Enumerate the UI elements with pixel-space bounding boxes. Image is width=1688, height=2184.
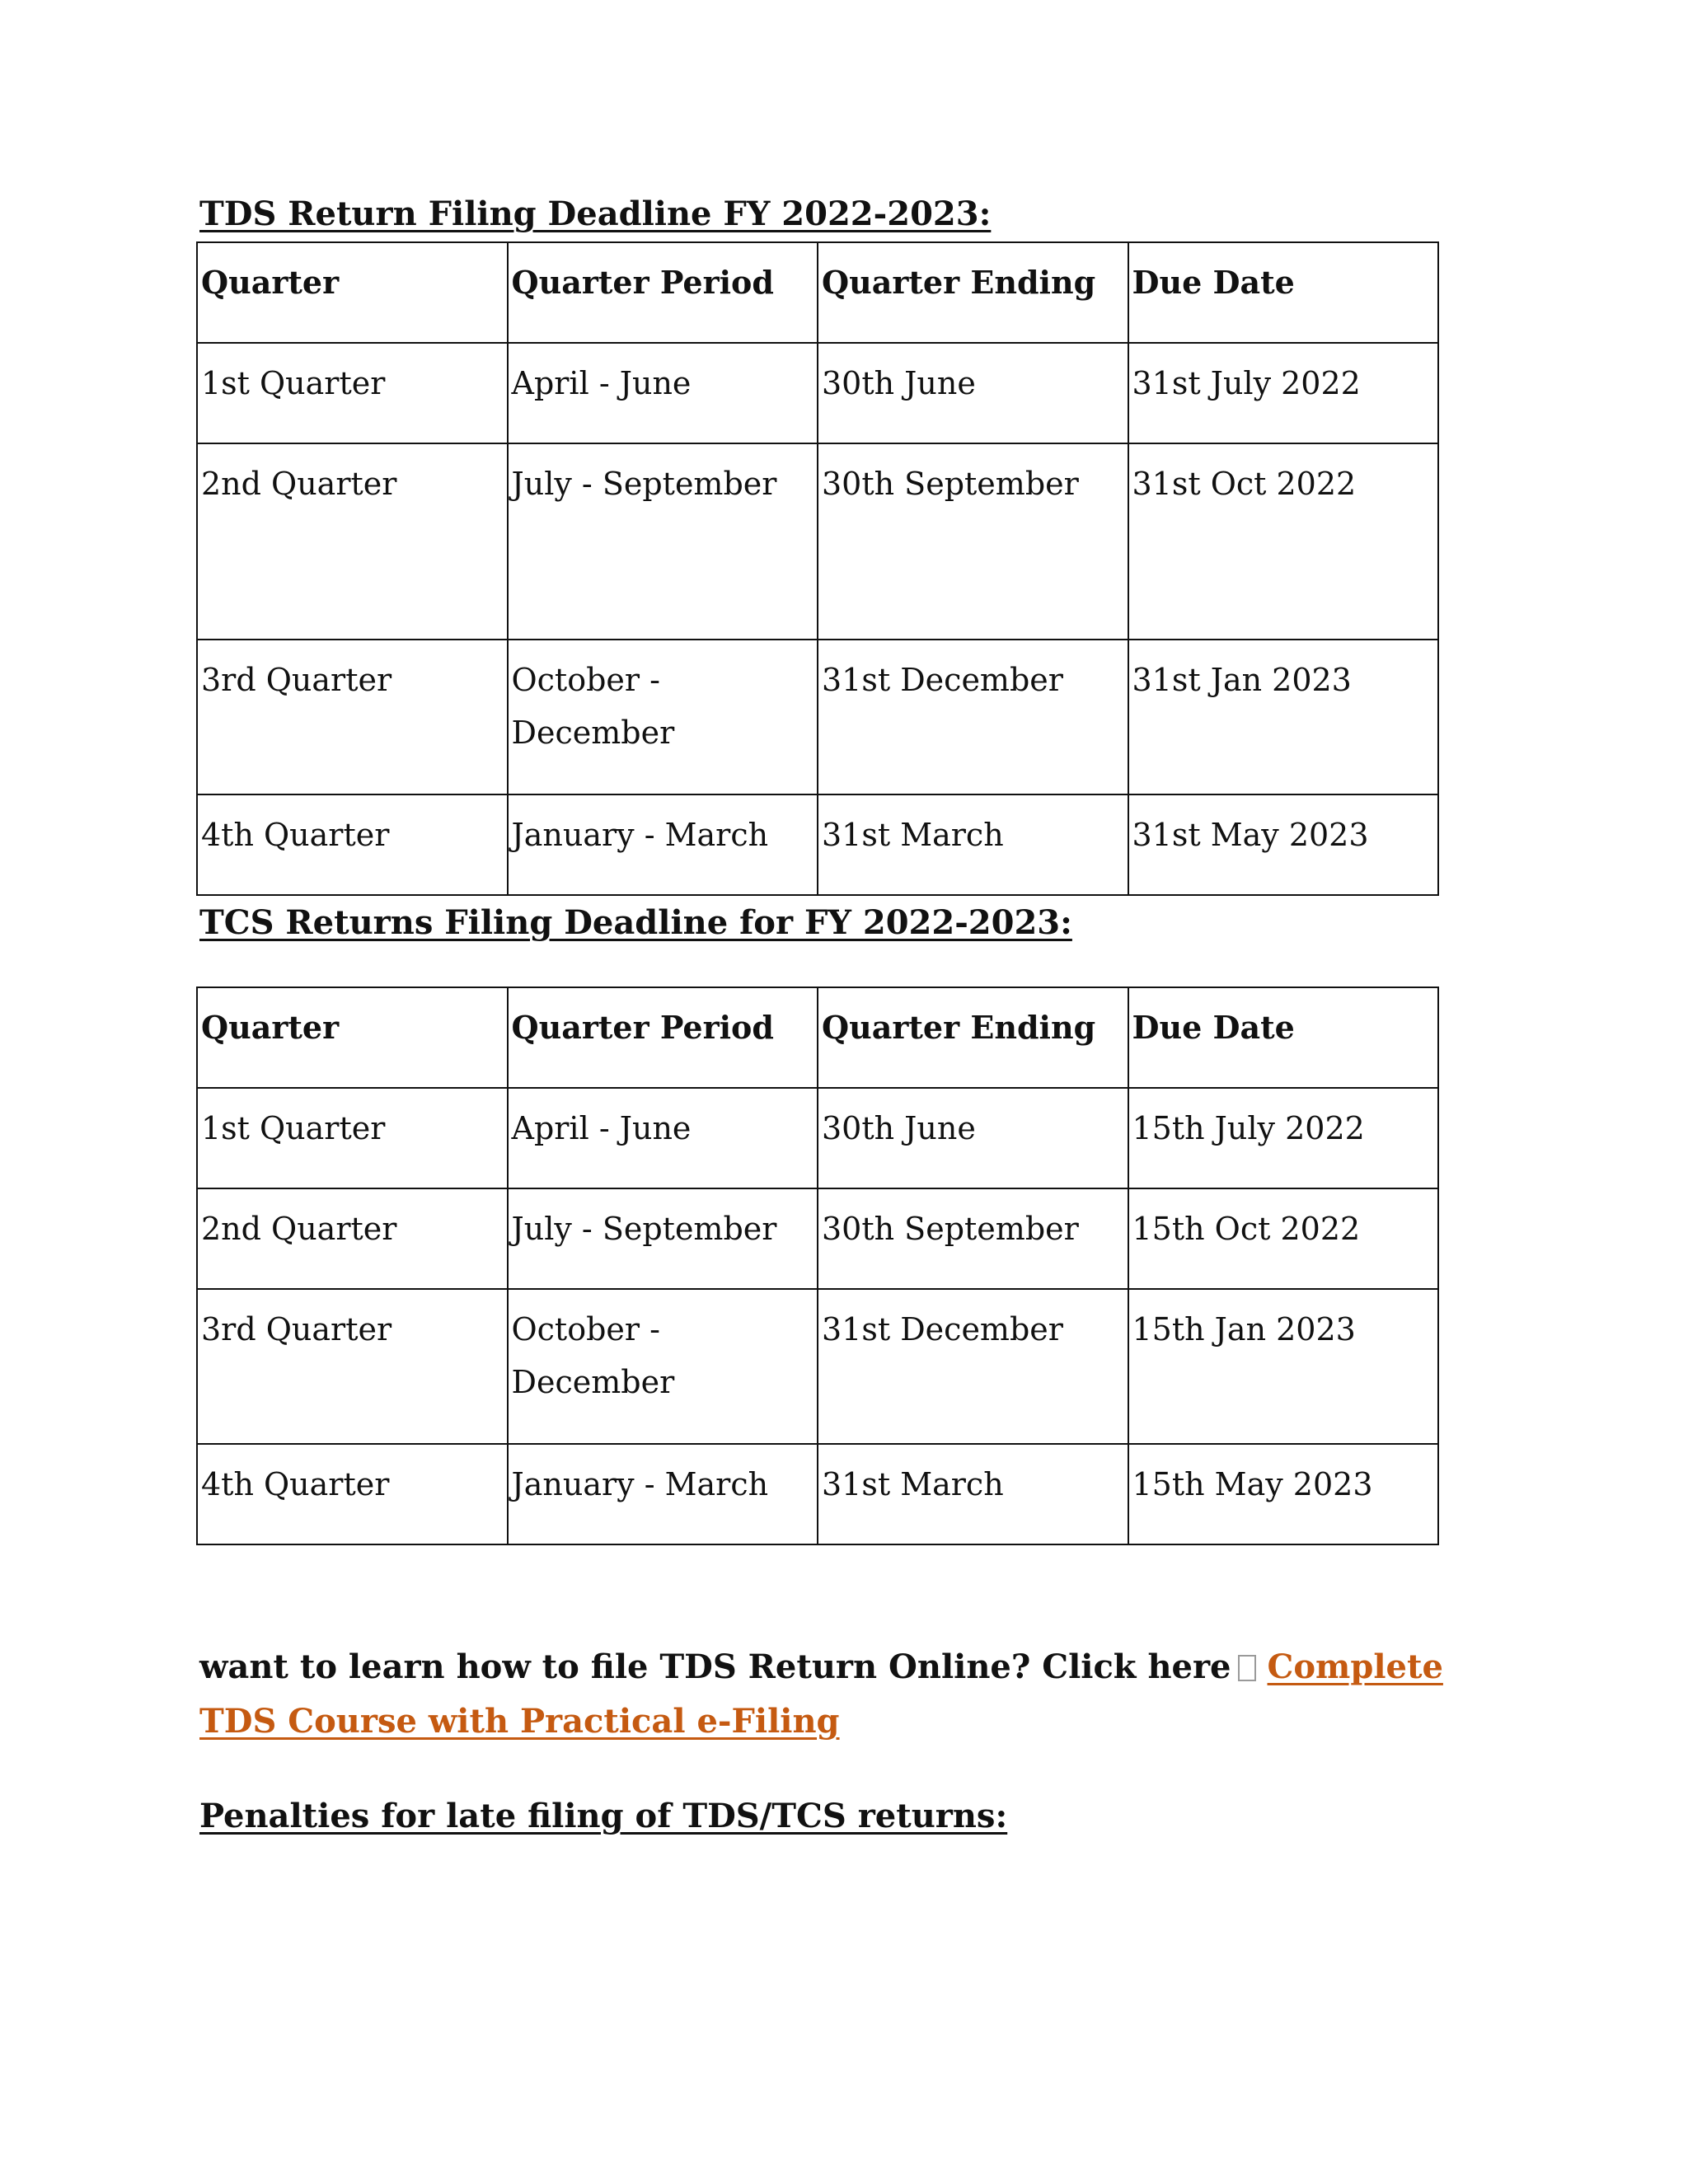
table-header-row xyxy=(197,242,1438,343)
tds-course-link[interactable]: Complete TDS Course with Practical e-Filing xyxy=(199,1647,1443,1741)
cell-due-date: 15th Oct 2022 xyxy=(1128,1188,1439,1289)
penalties-heading: Penalties for late filing of TDS/TCS returns: xyxy=(199,1797,1008,1835)
table-row xyxy=(197,1289,1438,1444)
cell-due-date: 15th Jan 2023 xyxy=(1128,1289,1439,1444)
cell-quarter-period: July - September xyxy=(508,1188,818,1289)
cell-due-date: 31st Jan 2023 xyxy=(1128,640,1439,794)
tds-course-promo xyxy=(199,1640,1485,1749)
column-header-due-date: Due Date xyxy=(1128,987,1439,1088)
table-row xyxy=(197,1188,1438,1289)
cell-quarter: 2nd Quarter xyxy=(197,1188,508,1289)
cell-quarter-period: October - December xyxy=(508,640,818,794)
column-header-quarter-ending: Quarter Ending xyxy=(818,987,1128,1088)
column-header-quarter: Quarter xyxy=(197,987,508,1088)
tds-deadline-table xyxy=(196,241,1439,896)
cell-quarter: 1st Quarter xyxy=(197,343,508,443)
cell-quarter-period: April - June xyxy=(508,343,818,443)
cell-quarter-period: January - March xyxy=(508,794,818,895)
cell-quarter-ending: 31st December xyxy=(818,640,1128,794)
column-header-due-date: Due Date xyxy=(1128,242,1439,343)
cell-quarter: 1st Quarter xyxy=(197,1088,508,1188)
cell-quarter: 3rd Quarter xyxy=(197,1289,508,1444)
cell-quarter: 4th Quarter xyxy=(197,794,508,895)
cell-quarter-ending: 31st December xyxy=(818,1289,1128,1444)
cell-quarter-ending: 31st March xyxy=(818,1444,1128,1544)
cell-due-date: 31st July 2022 xyxy=(1128,343,1439,443)
cell-quarter-ending: 30th September xyxy=(818,443,1128,640)
cell-quarter-ending: 31st March xyxy=(818,794,1128,895)
column-header-quarter-period: Quarter Period xyxy=(508,242,818,343)
column-header-quarter-period: Quarter Period xyxy=(508,987,818,1088)
cell-due-date: 15th May 2023 xyxy=(1128,1444,1439,1544)
missing-glyph-icon xyxy=(1238,1655,1256,1681)
table-row xyxy=(197,1444,1438,1544)
table-row xyxy=(197,1088,1438,1188)
cell-quarter-period: April - June xyxy=(508,1088,818,1188)
table-row xyxy=(197,794,1438,895)
tds-deadline-heading: TDS Return Filing Deadline FY 2022-2023: xyxy=(199,194,992,233)
cell-due-date: 31st Oct 2022 xyxy=(1128,443,1439,640)
promo-text: want to learn how to file TDS Return Online? Click here xyxy=(199,1647,1231,1686)
cell-quarter-ending: 30th June xyxy=(818,1088,1128,1188)
cell-quarter: 3rd Quarter xyxy=(197,640,508,794)
table-row xyxy=(197,343,1438,443)
cell-due-date: 15th July 2022 xyxy=(1128,1088,1439,1188)
column-header-quarter-ending: Quarter Ending xyxy=(818,242,1128,343)
cell-quarter-ending: 30th June xyxy=(818,343,1128,443)
cell-quarter: 2nd Quarter xyxy=(197,443,508,640)
cell-quarter-period: July - September xyxy=(508,443,818,640)
table-header-row xyxy=(197,987,1438,1088)
cell-quarter-ending: 30th September xyxy=(818,1188,1128,1289)
cell-due-date: 31st May 2023 xyxy=(1128,794,1439,895)
tcs-deadline-heading: TCS Returns Filing Deadline for FY 2022-2023: xyxy=(199,903,1072,942)
table-row xyxy=(197,640,1438,794)
cell-quarter: 4th Quarter xyxy=(197,1444,508,1544)
table-row xyxy=(197,443,1438,640)
tcs-deadline-table xyxy=(196,987,1439,1545)
cell-quarter-period: October - December xyxy=(508,1289,818,1444)
cell-quarter-period: January - March xyxy=(508,1444,818,1544)
column-header-quarter: Quarter xyxy=(197,242,508,343)
